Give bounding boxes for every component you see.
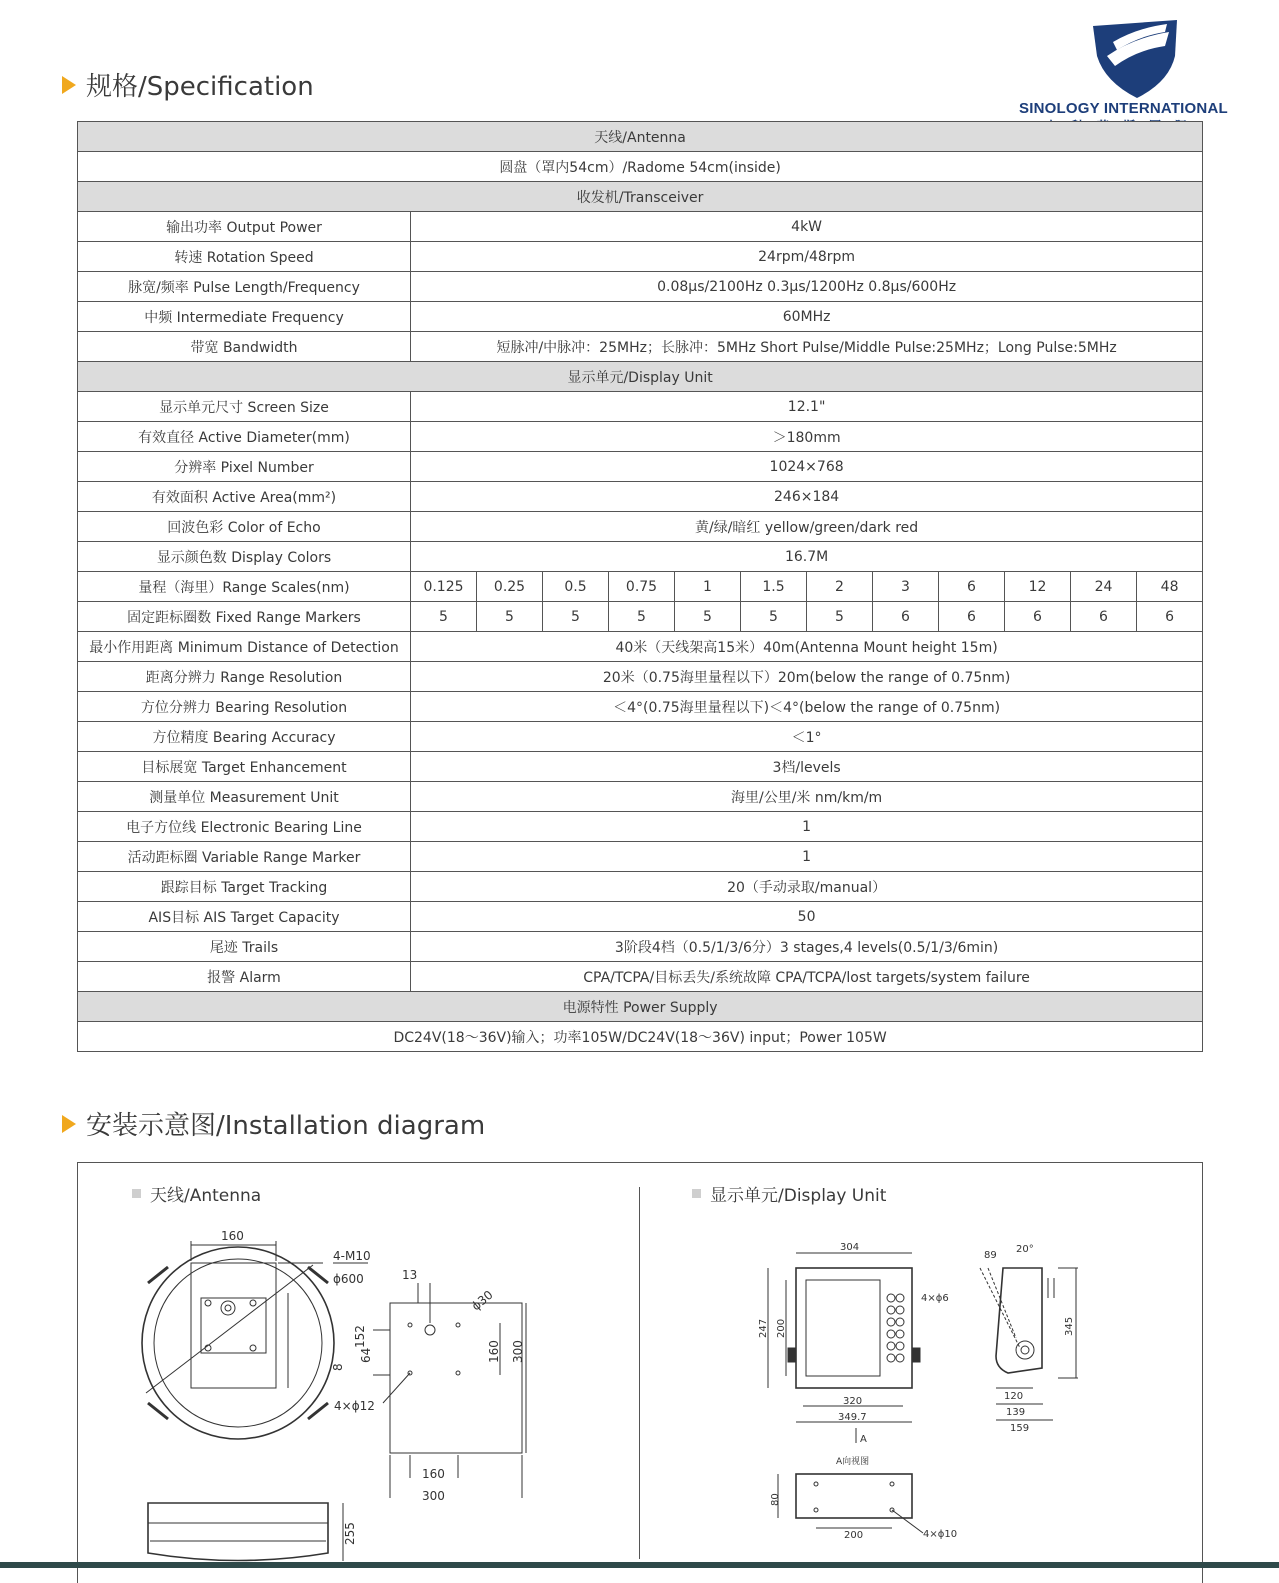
install-title-text: 安装示意图/Installation diagram (86, 1111, 486, 1141)
spec-row-label: 输出功率 Output Power (78, 212, 411, 242)
display-diagram-label-text: 显示单元/Display Unit (710, 1186, 887, 1206)
dim-200b-text: 200 (844, 1530, 864, 1541)
square-bullet-icon (132, 1189, 141, 1198)
dim-139-text: 139 (1006, 1407, 1026, 1418)
dim-320-text: 320 (843, 1396, 863, 1407)
dim-holes10-text: 4×ϕ10 (923, 1529, 958, 1540)
spec-row-value: 60MHz (411, 302, 1203, 332)
dim-247-text: 247 (758, 1318, 769, 1338)
dim-300b-text: 300 (422, 1489, 445, 1503)
spec-row (78, 542, 1203, 572)
spec-row-label: 跟踪目标 Target Tracking (78, 872, 411, 902)
range-scales-row-cell: 24 (1071, 572, 1137, 602)
dim-13-text: 13 (402, 1268, 418, 1282)
spec-row (78, 722, 1203, 752)
spec-row-label: 显示单元尺寸 Screen Size (78, 392, 411, 422)
power-value-row (78, 1022, 1203, 1052)
range-markers-row-cell: 5 (609, 602, 675, 632)
spec-row-label: 有效直径 Active Diameter(mm) (78, 422, 411, 452)
dim-arrow-a-text: A (860, 1434, 867, 1445)
company-logo (1015, 12, 1245, 137)
dim-160c-text: 160 (422, 1467, 445, 1481)
square-bullet-icon (692, 1189, 701, 1198)
spec-row-value: 1 (411, 842, 1203, 872)
spec-row-label: 中频 Intermediate Frequency (78, 302, 411, 332)
install-diagram-panel (77, 1162, 1203, 1583)
range-markers-row-cell: 6 (1137, 602, 1203, 632)
spec-row-label: AIS目标 AIS Target Capacity (78, 902, 411, 932)
spec-row-label: 测量单位 Measurement Unit (78, 782, 411, 812)
spec-row-value: 1 (411, 812, 1203, 842)
dim-200-text: 200 (776, 1318, 787, 1338)
range-scales-row-cell: 2 (807, 572, 873, 602)
range-markers-row-cell: 5 (543, 602, 609, 632)
spec-row-value: ＜4°(0.75海里量程以下)＜4°(below the range of 0.75nm) (411, 692, 1203, 722)
dim-64-text: 64 (359, 1347, 373, 1363)
spec-row-value: 短脉冲/中脉冲：25MHz；长脉冲：5MHz Short Pulse/Middle Pulse:25MHz；Long Pulse:5MHz (411, 332, 1203, 362)
spec-row (78, 962, 1203, 992)
spec-row-label: 回波色彩 Color of Echo (78, 512, 411, 542)
spec-row-value: 0.08μs/2100Hz 0.3μs/1200Hz 0.8μs/600Hz (411, 272, 1203, 302)
range-scales-row-cell: 48 (1137, 572, 1203, 602)
display-header-row (78, 362, 1203, 392)
spec-row (78, 902, 1203, 932)
dim-m10-text: 4-M10 (333, 1249, 371, 1263)
range-markers-row-cell: 5 (807, 602, 873, 632)
dim-304-text: 304 (840, 1242, 860, 1253)
spec-row (78, 452, 1203, 482)
antenna-diagram-label-text: 天线/Antenna (150, 1186, 262, 1206)
spec-row-label: 方位分辨力 Bearing Resolution (78, 692, 411, 722)
antenna-drawing (128, 1223, 628, 1573)
spec-row-value: ＜1° (411, 722, 1203, 752)
power-header-row (78, 992, 1203, 1022)
install-section-title (62, 1105, 485, 1142)
spec-row-label: 带宽 Bandwidth (78, 332, 411, 362)
range-markers-row-cell: 5 (411, 602, 477, 632)
transceiver-header-row (78, 182, 1203, 212)
display-unit-drawing (758, 1238, 1279, 1568)
spec-row-value: 50 (411, 902, 1203, 932)
spec-row (78, 242, 1203, 272)
spec-row-label: 最小作用距离 Minimum Distance of Detection (78, 632, 411, 662)
spec-row (78, 302, 1203, 332)
view-a-label: A向视图 (836, 1457, 870, 1467)
spec-row (78, 512, 1203, 542)
dim-160-text: 160 (221, 1229, 244, 1243)
range-scales-row (78, 572, 1203, 602)
range-markers-row (78, 602, 1203, 632)
spec-row (78, 272, 1203, 302)
dim-phi600-text: ϕ600 (333, 1272, 364, 1286)
antenna-header-row (78, 122, 1203, 152)
range-scales-row-cell: 1 (675, 572, 741, 602)
spec-table (77, 121, 1203, 1052)
spec-row (78, 842, 1203, 872)
dim-159-text: 159 (1010, 1423, 1030, 1434)
logo-wordmark: SINOLOGY INTERNATIONAL (1019, 100, 1228, 117)
spec-row (78, 482, 1203, 512)
spec-row-value: ＞180mm (411, 422, 1203, 452)
range-scales-row-cell: 0.75 (609, 572, 675, 602)
dim-holes6-text: 4×ϕ6 (921, 1293, 949, 1304)
range-scales-row-cell: 0.25 (477, 572, 543, 602)
dim-holes12-text: 4×ϕ12 (334, 1399, 375, 1413)
spec-row-value: 3阶段4档（0.5/1/3/6分）3 stages,4 levels(0.5/1/3/6min) (411, 932, 1203, 962)
bullet-triangle-icon (62, 76, 76, 94)
dim-300-text: 300 (511, 1340, 525, 1363)
spec-row-label: 显示颜色数 Display Colors (78, 542, 411, 572)
spec-row (78, 392, 1203, 422)
dim-8-text: 8 (331, 1363, 345, 1371)
spec-row-label: 活动距标圈 Variable Range Marker (78, 842, 411, 872)
spec-row-value: 12.1" (411, 392, 1203, 422)
dim-120-text: 120 (1004, 1391, 1024, 1402)
spec-row-label: 方位精度 Bearing Accuracy (78, 722, 411, 752)
spec-row-label: 有效面积 Active Area(mm²) (78, 482, 411, 512)
antenna-diagram-label (132, 1181, 261, 1206)
spec-row-value: 24rpm/48rpm (411, 242, 1203, 272)
range-markers-row-cell: 6 (1005, 602, 1071, 632)
spec-row-value: 1024×768 (411, 452, 1203, 482)
spec-row (78, 662, 1203, 692)
spec-row (78, 752, 1203, 782)
power-value-row-cell: DC24V(18～36V)输入；功率105W/DC24V(18～36V) input；Power 105W (78, 1022, 1203, 1052)
spec-row (78, 632, 1203, 662)
dim-89-text: 89 (984, 1250, 997, 1261)
spec-row-value: 3档/levels (411, 752, 1203, 782)
spec-row-value: 246×184 (411, 482, 1203, 512)
dim-345-text: 345 (1064, 1316, 1075, 1336)
spec-section-title (62, 66, 314, 103)
range-markers-row-cell: 6 (939, 602, 1005, 632)
spec-row-value: 40米（天线架高15米）40m(Antenna Mount height 15m) (411, 632, 1203, 662)
dim-80-text: 80 (770, 1493, 781, 1506)
spec-row (78, 332, 1203, 362)
range-scales-row-label: 量程（海里）Range Scales(nm) (78, 572, 411, 602)
antenna-value-row (78, 152, 1203, 182)
range-scales-row-cell: 0.5 (543, 572, 609, 602)
dim-255-text: 255 (343, 1522, 357, 1545)
spec-row-value: 20（手动录取/manual） (411, 872, 1203, 902)
spec-row-value: 4kW (411, 212, 1203, 242)
spec-row-label: 距离分辨力 Range Resolution (78, 662, 411, 692)
spec-title-text: 规格/Specification (86, 72, 314, 102)
bottom-bar (0, 1562, 1279, 1568)
spec-row-label: 分辨率 Pixel Number (78, 452, 411, 482)
dim-349-text: 349.7 (838, 1412, 867, 1423)
spec-row-value: CPA/TCPA/目标丢失/系统故障 CPA/TCPA/lost targets/system failure (411, 962, 1203, 992)
antenna-value-row-cell: 圆盘（罩内54cm）/Radome 54cm(inside) (78, 152, 1203, 182)
spec-row-label: 目标展宽 Target Enhancement (78, 752, 411, 782)
range-markers-row-cell: 5 (741, 602, 807, 632)
bullet-triangle-icon (62, 1115, 76, 1133)
range-scales-row-cell: 6 (939, 572, 1005, 602)
spec-row-label: 脉宽/频率 Pulse Length/Frequency (78, 272, 411, 302)
power-header-row-cell: 电源特性 Power Supply (78, 992, 1203, 1022)
spec-row-label: 报警 Alarm (78, 962, 411, 992)
range-scales-row-cell: 1.5 (741, 572, 807, 602)
range-markers-row-label: 固定距标圈数 Fixed Range Markers (78, 602, 411, 632)
range-markers-row-cell: 5 (477, 602, 543, 632)
spec-row (78, 212, 1203, 242)
spec-row (78, 932, 1203, 962)
range-markers-row-cell: 5 (675, 602, 741, 632)
range-markers-row-cell: 6 (873, 602, 939, 632)
shield-logo-icon (1085, 12, 1185, 100)
antenna-header-row-cell: 天线/Antenna (78, 122, 1203, 152)
display-header-row-cell: 显示单元/Display Unit (78, 362, 1203, 392)
dim-152-text: 152 (353, 1325, 367, 1348)
spec-row (78, 872, 1203, 902)
dim-20deg-text: 20° (1016, 1244, 1034, 1255)
spec-row-label: 转速 Rotation Speed (78, 242, 411, 272)
display-diagram-label (692, 1181, 886, 1206)
dim-160b-text: 160 (487, 1340, 501, 1363)
spec-row-value: 黄/绿/暗红 yellow/green/dark red (411, 512, 1203, 542)
spec-row (78, 422, 1203, 452)
transceiver-header-row-cell: 收发机/Transceiver (78, 182, 1203, 212)
spec-row-label: 尾迹 Trails (78, 932, 411, 962)
dim-phi30-text: ϕ30 (468, 1287, 496, 1314)
range-scales-row-cell: 0.125 (411, 572, 477, 602)
spec-row-value: 16.7M (411, 542, 1203, 572)
spec-row-value: 海里/公里/米 nm/km/m (411, 782, 1203, 812)
spec-row (78, 692, 1203, 722)
range-scales-row-cell: 3 (873, 572, 939, 602)
spec-row (78, 812, 1203, 842)
spec-row-label: 电子方位线 Electronic Bearing Line (78, 812, 411, 842)
range-scales-row-cell: 12 (1005, 572, 1071, 602)
panel-divider (639, 1187, 640, 1559)
spec-row-value: 20米（0.75海里量程以下）20m(below the range of 0.75nm) (411, 662, 1203, 692)
range-markers-row-cell: 6 (1071, 602, 1137, 632)
spec-row (78, 782, 1203, 812)
